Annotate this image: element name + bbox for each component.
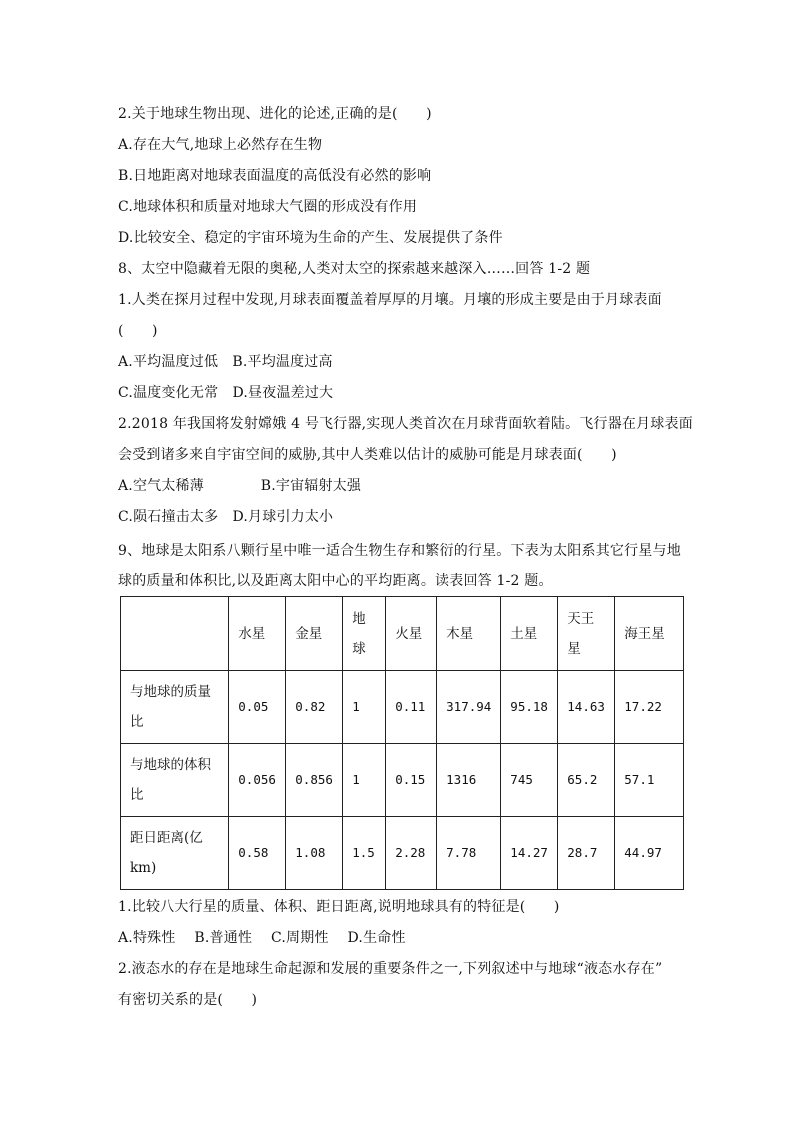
header-jupiter: 木星: [437, 597, 501, 671]
table-row: [121, 817, 684, 890]
cell-value: 0.11: [386, 671, 437, 744]
question-2b-stem-line2: 会受到诸多来自宇宙空间的威胁,其中人类难以估计的威胁可能是月球表面( ): [118, 447, 617, 463]
cell-value: 95.18: [501, 671, 558, 744]
cell-value: 57.1: [615, 744, 684, 817]
cell-value: 1: [343, 671, 386, 744]
cell-value: 1.5: [343, 817, 386, 890]
question-1-stem: 1.人类在探月过程中发现,月球表面覆盖着厚厚的月壤。月壤的形成主要是由于月球表面: [118, 292, 662, 308]
row-label-mass: 与地球的质量比: [121, 671, 229, 744]
question-2-after-table-line1: 2.液态水的存在是地球生命起源和发展的重要条件之一,下列叙述中与地球“液态水存在”: [118, 961, 663, 977]
row-label-distance: 距日距离(亿km): [121, 817, 229, 890]
header-mercury: 水星: [229, 597, 286, 671]
options-ab-2: A.空气太稀薄 B.宇宙辐射太强: [118, 478, 362, 494]
options-cd: C.温度变化无常 D.昼夜温差过大: [118, 385, 334, 401]
table-row: [121, 744, 684, 817]
cell-value: 0.82: [286, 671, 343, 744]
cell-value: 28.7: [558, 817, 615, 890]
header-venus: 金星: [286, 597, 343, 671]
cell-value: 17.22: [615, 671, 684, 744]
section-9-intro-line1: 9、地球是太阳系八颗行星中唯一适合生物生存和繁衍的行星。下表为太阳系其它行星与地: [118, 543, 681, 559]
question-2b-stem-line1: 2.2018 年我国将发射嫦娥 4 号飞行器,实现人类首次在月球背面软着陆。飞行器在月球表面: [118, 416, 693, 432]
cell-value: 0.05: [229, 671, 286, 744]
cell-value: 0.58: [229, 817, 286, 890]
table-header-row: [121, 597, 684, 671]
header-saturn: 土星: [501, 597, 558, 671]
cell-value: 1: [343, 744, 386, 817]
header-empty-cell: [121, 597, 229, 671]
section-8-intro: 8、太空中隐藏着无限的奥秘,人类对太空的探索越来越深入……回答 1-2 题: [118, 261, 591, 277]
options-after-table: A.特殊性 B.普通性 C.周期性 D.生命性: [118, 930, 406, 946]
cell-value: 0.15: [386, 744, 437, 817]
question-1-blank: ( ): [118, 323, 158, 339]
table-row: [121, 671, 684, 744]
cell-value: 14.63: [558, 671, 615, 744]
header-mars: 火星: [386, 597, 437, 671]
header-uranus: 天王星: [558, 597, 615, 671]
question-1-after-table: 1.比较八大行星的质量、体积、距日距离,说明地球具有的特征是( ): [118, 899, 560, 915]
section-9-intro-line2: 球的质量和体积比,以及距离太阳中心的平均距离。读表回答 1-2 题。: [118, 573, 553, 589]
option-a: A.存在大气,地球上必然存在生物: [118, 137, 323, 153]
cell-value: 0.056: [229, 744, 286, 817]
cell-value: 0.856: [286, 744, 343, 817]
cell-value: 1316: [437, 744, 501, 817]
header-neptune: 海王星: [615, 597, 684, 671]
cell-value: 317.94: [437, 671, 501, 744]
cell-value: 2.28: [386, 817, 437, 890]
option-b: B.日地距离对地球表面温度的高低没有必然的影响: [118, 168, 432, 184]
cell-value: 7.78: [437, 817, 501, 890]
header-earth: 地球: [343, 597, 386, 671]
cell-value: 745: [501, 744, 558, 817]
cell-value: 65.2: [558, 744, 615, 817]
question-2-after-table-line2: 有密切关系的是( ): [118, 992, 258, 1008]
option-d: D.比较安全、稳定的宇宙环境为生命的产生、发展提供了条件: [118, 230, 503, 246]
planet-comparison-table: [120, 596, 684, 890]
option-c: C.地球体积和质量对地球大气圈的形成没有作用: [118, 199, 418, 215]
question-2-stem: 2.关于地球生物出现、进化的论述,正确的是( ): [118, 106, 432, 122]
cell-value: 1.08: [286, 817, 343, 890]
row-label-volume: 与地球的体积比: [121, 744, 229, 817]
options-ab: A.平均温度过低 B.平均温度过高: [118, 354, 333, 370]
cell-value: 14.27: [501, 817, 558, 890]
cell-value: 44.97: [615, 817, 684, 890]
options-cd-2: C.陨石撞击太多 D.月球引力太小: [118, 509, 334, 525]
